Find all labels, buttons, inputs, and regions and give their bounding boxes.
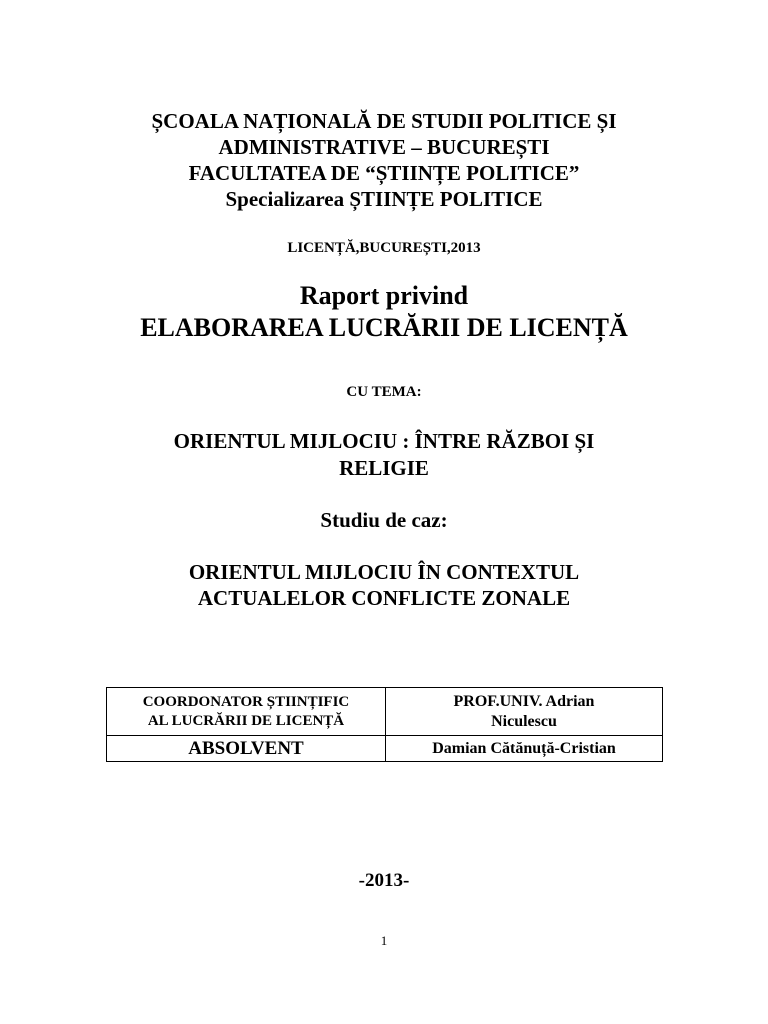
case-study-label: Studiu de caz:: [320, 508, 448, 532]
role-cell: [107, 688, 386, 736]
footer-year: -2013-: [358, 870, 410, 891]
name-text: PROF.UNIV. Adrian: [453, 692, 595, 710]
role-text: COORDONATOR ȘTIINȚIFIC: [142, 693, 350, 710]
case-study-line-1: ORIENTUL MIJLOCIU ÎN CONTEXTUL: [188, 560, 580, 584]
institution-line-2: ADMINISTRATIVE – BUCUREȘTI: [218, 135, 550, 159]
name-cell: [386, 736, 663, 762]
theme-line-2: RELIGIE: [339, 456, 429, 480]
degree-location-year: LICENȚĂ,BUCUREȘTI,2013: [287, 240, 481, 256]
role-cell: [107, 736, 386, 762]
name-text: Niculescu: [491, 712, 557, 730]
report-title-line-1: Raport privind: [299, 281, 469, 310]
case-study-line-2: ACTUALELOR CONFLICTE ZONALE: [197, 586, 571, 610]
institution-line-1: ȘCOALA NAȚIONALĂ DE STUDII POLITICE ȘI: [151, 109, 617, 133]
theme-label: CU TEMA:: [346, 384, 422, 400]
theme-line-1: ORIENTUL MIJLOCIU : ÎNTRE RĂZBOI ȘI: [173, 429, 595, 453]
report-title-line-2: ELABORAREA LUCRĂRII DE LICENȚĂ: [140, 313, 628, 342]
name-cell: [386, 688, 663, 736]
page-number: 1: [380, 933, 388, 948]
specialization-line: Specializarea ȘTIINȚE POLITICE: [225, 187, 543, 211]
table-row: [107, 688, 663, 736]
faculty-line: FACULTATEA DE “ȘTIINȚE POLITICE”: [188, 161, 580, 185]
role-text: ABSOLVENT: [188, 737, 304, 759]
table-row: [107, 736, 663, 762]
role-text: AL LUCRĂRII DE LICENȚĂ: [147, 712, 345, 729]
signature-table: [106, 687, 663, 762]
name-text: Damian Cătănuță-Cristian: [432, 739, 616, 757]
